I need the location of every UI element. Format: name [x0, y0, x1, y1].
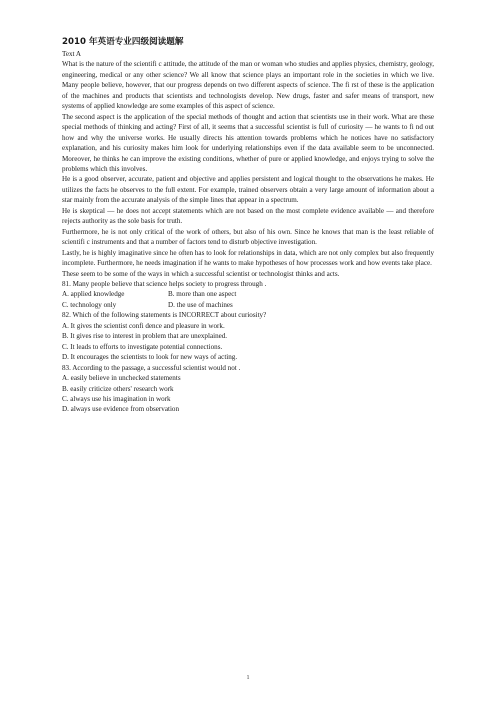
question-82-option-a: A. It gives the scientist confi dence and pleasure in work. [62, 321, 225, 330]
paragraph-5: Furthermore, he is not only critical of the work of others, but also of his own. Since he knows that man is the least reliable of scientifi c instruments and that a number of factors tend to disturb objective investigation. [62, 227, 434, 247]
paragraph-6: Lastly, he is highly imaginative since he often has to look for relationships in data, which are not only complex but also frequently incomplete. Furthermore, he needs imagination if he wants to make hypotheses of how processes work and how events take place. [62, 248, 434, 268]
question-83-stem: 83. According to the passage, a successful scientist would not . [62, 363, 241, 372]
question-82-option-d: D. It encourages the scientists to look for new ways of acting. [62, 353, 238, 362]
question-81-option-b: B. more than one aspect [168, 290, 237, 299]
page-title: 2010 年英语专业四级阅读题解 [62, 37, 184, 47]
question-81-option-a: A. applied knowledge [62, 290, 125, 299]
question-82-stem: 82. Which of the following statements is INCORRECT about curiosity? [62, 311, 267, 320]
question-83-option-c: C. always use his imagination in work [62, 394, 171, 403]
question-83-option-a: A. easily believe in unchecked statements [62, 374, 181, 383]
section-label: Text A [62, 50, 82, 58]
paragraph-3: He is a good observer, accurate, patient and objective and applies persistent and logical thought to the observations he makes. He utilizes the facts he observes to the full extent. For example, trained observers obtain a very large amount of information about a star mainly from the accurate analysis of the simple lines that appear in a spectrum. [62, 175, 434, 205]
question-82-option-b: B. It gives rise to interest in problem that are unexplained. [62, 332, 228, 341]
question-81-options-row-2 [62, 300, 434, 310]
question-83-option-d: D. always use evidence from observation [62, 405, 180, 414]
question-81-options-row-1 [62, 289, 434, 299]
paragraph-4: He is skeptical — he does not accept statements which are not based on the most complete evidence available — and therefore rejects authority as the sole basis for truth. [62, 206, 434, 226]
document-page [62, 36, 434, 415]
paragraph-2: The second aspect is the application of the special methods of thought and action that scientists use in their work. What are these special methods of thinking and acting? First of all, it seems that a successful scientist is full of curiosity — he wants to fi nd out how and why the universe works. He usually directs his attention towards problems which he notices have no satisfactory explanation, and his curiosity makes him look for underlying relationships even if the data available seem to be unconnected. Moreover, he thinks he can improve the existing conditions, whether of pure or applied knowledge, and enjoys trying to solve the problems which this involves. [62, 112, 434, 173]
question-82-option-c: C. It leads to efforts to investigate potential connections. [62, 342, 223, 351]
question-83-option-b: B. easily criticize others' research work [62, 384, 174, 393]
page-number: 1 [246, 675, 250, 681]
question-81-option-d: D. the use of machines [168, 300, 233, 309]
question-81-option-c: C. technology only [62, 300, 117, 309]
paragraph-7: These seem to be some of the ways in which a successful scientist or technologist thinks and acts. [62, 269, 340, 278]
paragraph-1: What is the nature of the scientifi c attitude, the attitude of the man or woman who studies and applies physics, chemistry, geology, engineering, medical or any other science? We all know that science plays an important role in the societies in which we live. Many people believe, however, that our progress depends on two different aspects of science. The fi rst of these is the application of the machines and products that scientists and technologists develop. New drugs, faster and safer means of transport, new systems of applied knowledge are some examples of this aspect of science. [62, 60, 434, 111]
question-81-stem: 81. Many people believe that science helps society to progress through . [62, 279, 267, 288]
